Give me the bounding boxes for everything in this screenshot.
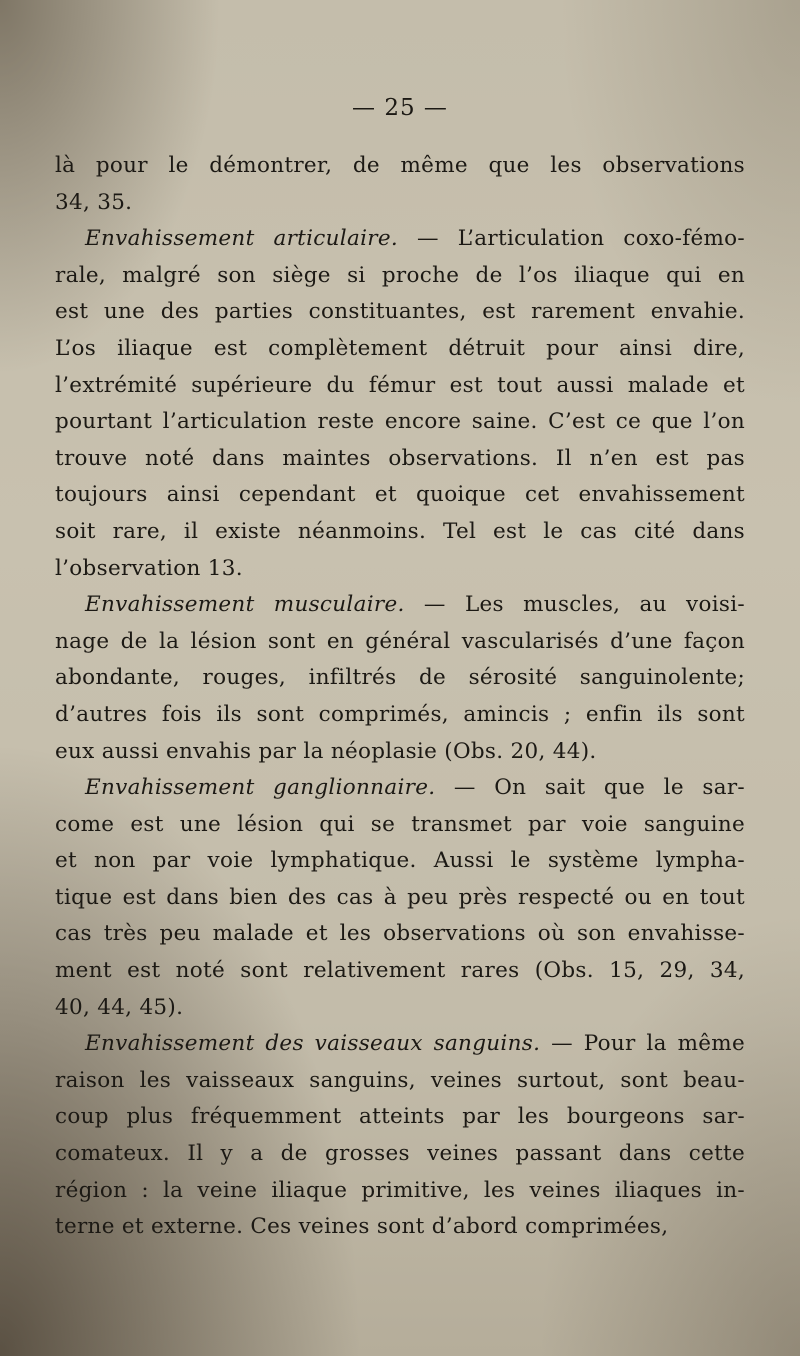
text-line [55,404,745,441]
text-line [55,368,745,405]
text-line [55,1209,745,1246]
text-line [55,660,745,697]
text-line [55,148,745,185]
section-heading: Envahissement articulaire. [85,226,398,252]
line-text: là pour le démontrer, de même que les observations [55,153,745,178]
text-line [55,441,745,478]
text-line [55,331,745,368]
line-text: eux aussi envahis par la néoplasie (Obs. 20, 44). [55,738,597,764]
text-line [55,770,745,807]
text-line [55,294,745,331]
line-text: coup plus fréquemment atteints par les bourgeons sar- [55,1104,745,1130]
line-text: toujours ainsi cependant et quoique cet envahissement [55,482,745,508]
text-line [55,1173,745,1210]
text-line [55,258,745,295]
line-text: — L’articulation coxo-fémo- [398,226,745,252]
page-number: — 25 — [352,95,448,121]
line-text: comateux. Il y a de grosses veines passant dans cette [55,1141,745,1167]
text-line [55,551,745,588]
text-line [55,734,745,771]
line-text: tique est dans bien des cas à peu près respecté ou en tout [55,884,745,910]
text-line [55,1026,745,1063]
line-text: raison les vaisseaux sanguins, veines surtout, sont beau- [55,1067,745,1093]
text-line [55,587,745,624]
line-text: abondante, rouges, infiltrés de sérosité sanguinolente; [55,665,745,691]
text-line [55,1136,745,1173]
line-text: région : la veine iliaque primitive, les veines iliaques in- [55,1177,745,1203]
section-heading: Envahissement des vaisseaux sanguins. [85,1031,541,1057]
text-line [55,953,745,990]
line-text: cas très peu malade et les observations où son envahisse- [55,921,745,947]
text-line [55,807,745,844]
line-text: d’autres fois ils sont comprimés, amincis ; enfin ils sont [55,701,745,727]
line-text: ment est noté sont relativement rares (Obs. 15, 29, 34, [55,958,745,984]
text-line [55,880,745,917]
text-line [55,697,745,734]
line-text: rale, malgré son siège si proche de l’os iliaque qui en [55,262,745,288]
text-line [55,1099,745,1136]
line-text: terne et externe. Ces veines sont d’abord comprimées, [55,1214,669,1240]
line-text: L’os iliaque est complètement détruit pour ainsi dire, [55,335,745,361]
text-line [55,221,745,258]
text-line [55,990,745,1027]
line-text: est une des parties constituantes, est rarement envahie. [55,299,745,325]
line-text: 40, 44, 45). [55,994,184,1020]
line-text: — On sait que le sar- [435,775,745,801]
line-text: soit rare, il existe néanmoins. Tel est le cas cité dans [55,518,745,544]
line-text: come est une lésion qui se transmet par voie sanguine [55,811,745,837]
text-line [55,514,745,551]
text-line [55,624,745,661]
text-line [55,1063,745,1100]
line-text: 34, 35. [55,189,133,215]
line-text: — Les muscles, au voisi- [404,592,746,618]
text-line [55,185,745,222]
text-line [55,843,745,880]
line-text: et non par voie lymphatique. Aussi le système lympha- [55,848,745,874]
text-line [55,477,745,514]
line-text: l’extrémité supérieure du fémur est tout aussi malade et [55,372,745,398]
text-line [55,916,745,953]
line-text: trouve noté dans maintes observations. Il n’en est pas [55,445,745,471]
line-text: pourtant l’articulation reste encore saine. C’est ce que l’on [55,409,745,435]
body-text [55,148,745,1246]
section-heading: Envahissement ganglionnaire. [85,775,436,801]
line-text: l’observation 13. [55,555,243,581]
line-text: nage de la lésion sont en général vascularisés d’une façon [55,628,745,654]
section-heading: Envahissement musculaire. [85,592,405,618]
line-text: — Pour la même [540,1031,746,1057]
